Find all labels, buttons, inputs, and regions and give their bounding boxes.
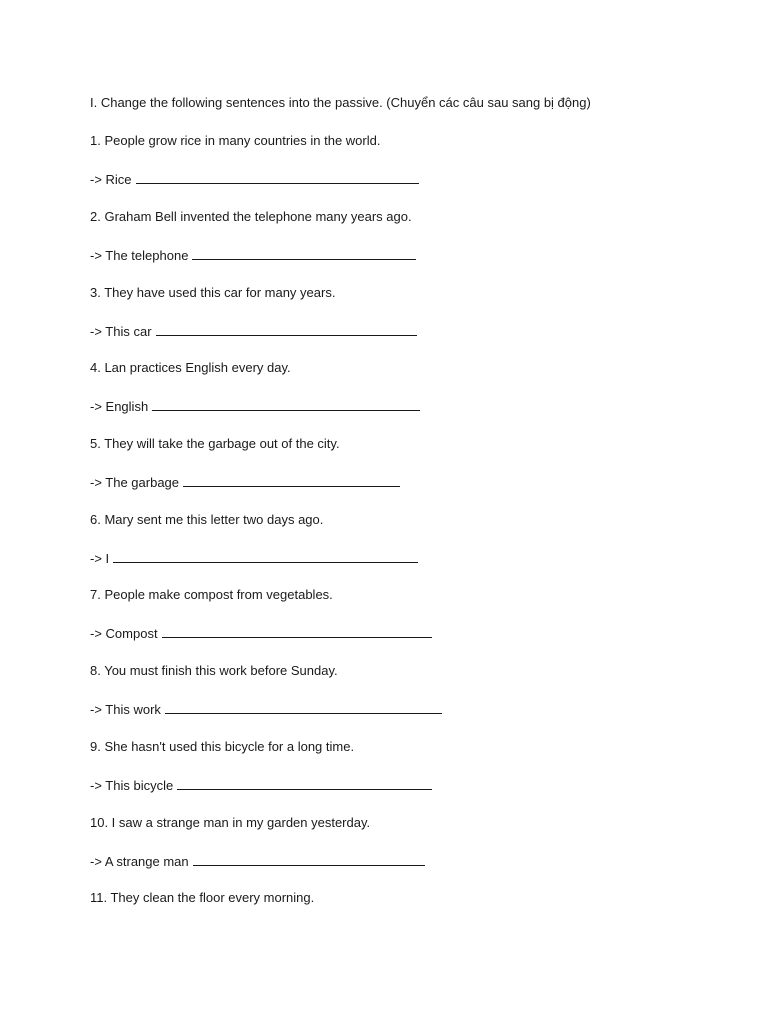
- answer-line-2: [90, 247, 416, 264]
- answer-prefix-2: -> The telephone: [90, 248, 189, 263]
- answer-blank-9[interactable]: [177, 777, 432, 790]
- answer-line-6: [90, 550, 418, 567]
- question-8: 8. You must finish this work before Sunday.: [90, 663, 338, 678]
- answer-blank-5[interactable]: [183, 474, 400, 487]
- answer-prefix-8: -> This work: [90, 702, 161, 717]
- question-9: 9. She hasn't used this bicycle for a long time.: [90, 739, 355, 754]
- answer-blank-3[interactable]: [156, 323, 417, 336]
- answer-blank-8[interactable]: [165, 701, 442, 714]
- question-5: 5. They will take the garbage out of the city.: [90, 436, 340, 451]
- question-10: 10. I saw a strange man in my garden yesterday.: [90, 815, 371, 830]
- answer-prefix-5: -> The garbage: [90, 475, 180, 490]
- answer-blank-2[interactable]: [192, 247, 416, 260]
- question-11: 11. They clean the floor every morning.: [90, 890, 315, 905]
- answer-blank-6[interactable]: [113, 550, 418, 563]
- exercise-heading: I. Change the following sentences into the passive. (Chuyển các câu sau sang bị động): [90, 95, 591, 110]
- answer-blank-10[interactable]: [193, 853, 425, 866]
- question-6: 6. Mary sent me this letter two days ago.: [90, 512, 324, 527]
- answer-line-4: [90, 398, 420, 415]
- answer-prefix-7: -> Compost: [90, 626, 158, 641]
- answer-blank-1[interactable]: [136, 171, 419, 184]
- answer-prefix-1: -> Rice: [90, 172, 132, 187]
- question-2: 2. Graham Bell invented the telephone many years ago.: [90, 209, 412, 224]
- answer-line-3: [90, 323, 417, 340]
- question-7: 7. People make compost from vegetables.: [90, 587, 333, 602]
- answer-line-5: [90, 474, 400, 491]
- answer-prefix-9: -> This bicycle: [90, 778, 174, 793]
- answer-prefix-10: -> A strange man: [90, 854, 189, 869]
- answer-line-7: [90, 625, 432, 642]
- answer-line-1: [90, 171, 419, 188]
- answer-prefix-4: -> English: [90, 399, 149, 414]
- answer-line-8: [90, 701, 442, 718]
- answer-blank-7[interactable]: [162, 625, 432, 638]
- question-4: 4. Lan practices English every day.: [90, 360, 291, 375]
- answer-blank-4[interactable]: [152, 398, 420, 411]
- answer-line-9: [90, 777, 432, 794]
- question-3: 3. They have used this car for many years.: [90, 285, 336, 300]
- answer-prefix-6: -> I: [90, 551, 110, 566]
- answer-prefix-3: -> This car: [90, 324, 152, 339]
- answer-line-10: [90, 853, 425, 870]
- question-1: 1. People grow rice in many countries in the world.: [90, 133, 381, 148]
